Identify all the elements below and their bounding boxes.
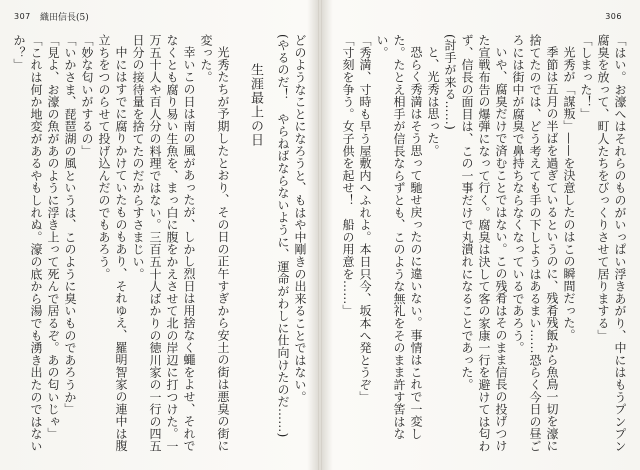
paragraph: どのようなことになろうと、もはや中剛きの出来ることではない。 <box>293 34 307 403</box>
running-header: 織田信長(5) <box>40 13 89 23</box>
paragraph: 「これは何か地変があるやもしれぬ。濠の底から湯でも湧き出たのではないか？」 <box>12 34 43 453</box>
paragraph <box>338 34 339 454</box>
paragraph: 中にはすでに腐りかけていたものもあり、それゆえ、羅明智家の連中は腹立ちをつのらせて投げ込んだのでもあろう。 <box>97 34 128 452</box>
paragraph: 「いかさま、琵琶湖の風というは、このように臭いものであろうか」 <box>63 34 77 416</box>
paragraph: (討手が来る……) <box>443 34 457 131</box>
paragraph: 季節は五月の半ばを過ぎているというのに、残肴残飯から魚鳥一切を濠に捨てたのでは、どう考えても手の下しようはあるまい……恐らく今日の昼ごろには街中が腐臭で鼻持ちならなくなっているであろう。 <box>511 34 559 453</box>
paragraph: 「妙な匂いがするの」 <box>80 34 94 157</box>
paragraph: 光秀たちが予期したとおり、その日の正午すぎから安土の街は悪臭の街に変った。 <box>199 34 230 452</box>
paragraph: いや、腐臭だけで済むことではない。この残肴はそのまま信長の投げつけた宣戦布告の爆弾になって行く。腐臭は決して客の家康一行を避けては匂わず、信長の面目は、この一事だけで丸潰れになることであった。 <box>460 34 508 453</box>
paragraph: 「見よ、お濠の魚があのように浮き上って死んで居るぞ。あの匂いじゃ」 <box>46 34 60 440</box>
paragraph: と、光秀は思った。 <box>426 46 440 157</box>
paragraph: 光秀が「謀叛」——を決意したのはこの瞬間だった。 <box>562 46 576 342</box>
left-page-body <box>10 34 308 454</box>
page-number: 307 <box>14 12 31 21</box>
paragraph: 恐らく秀満はそう思って馳せ戻ったのに違いない。事情はこれで一変した。たとえ相手が信長ならずとも、このような無礼をそのまま許す筈はない。 <box>375 34 423 440</box>
paragraph: 「しまった！」 <box>579 34 593 121</box>
left-page <box>0 0 318 470</box>
paragraph: 「寸刻を争う。女子供を起せ！ 船の用意を……」 <box>341 34 355 317</box>
paragraph: (やるのだ！ やらねばならないように、運命がわしに仕向けたのだ……) <box>276 34 290 438</box>
right-page-body <box>338 34 628 454</box>
chapter-heading: 生涯最上の日 <box>248 62 263 147</box>
paragraph: 「秀満、寸時も早う屋敷内へふれよ。本日只今、坂本へ発とうぞ」 <box>358 34 372 403</box>
page-number: 306 <box>605 12 622 21</box>
paragraph: 「はい。お濠へはそれらのものがいっぱい浮きあがり、中にはもうプンプン腐臭を放って、町人たちをびっくりさせて居りまする」 <box>596 34 627 453</box>
right-page <box>322 0 640 470</box>
paragraph: 幸いこの日は南の風があったが、しかし烈日は用捨なく蠅をよせ、それでなくとも腐り易い生魚を、まっ白に腹をかえさせて北の岸辺に打つけた。一万五十人や百人分の料理ではない。三百五十人ばかりの徳川家の一行の四五日分の接待量を捨てたのだからすさまじい。 <box>131 34 196 453</box>
